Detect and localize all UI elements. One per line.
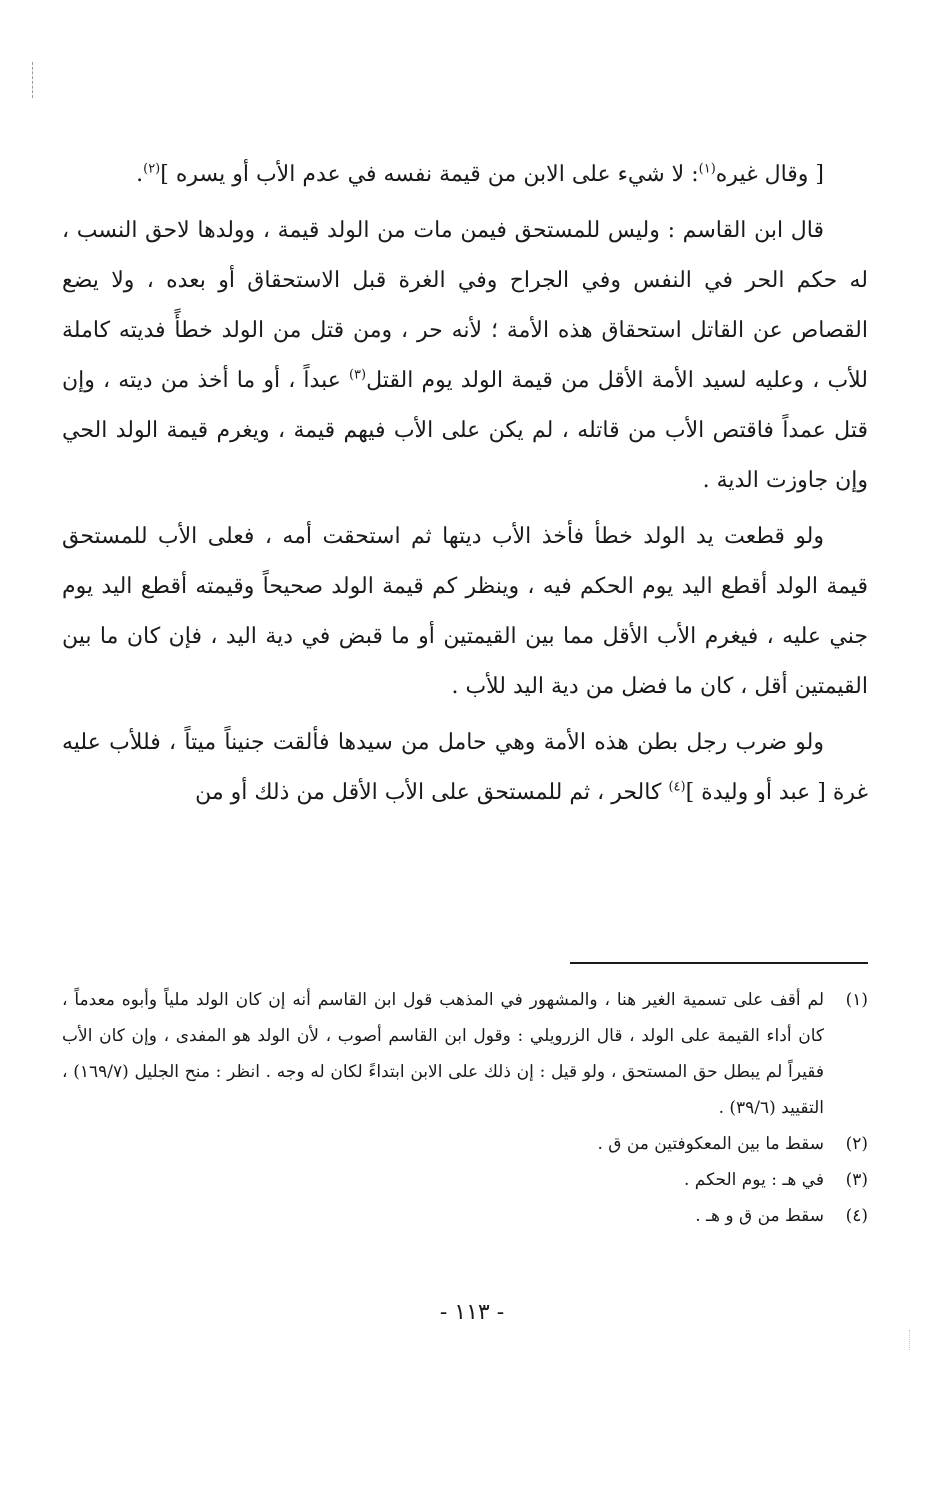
paragraph-2-text-b: عبداً ، أو ما أخذ من ديته ، وإن قتل عمداً فاقتص الأب من قاتله ، لم يكن على الأب فيهم قيمة ، ويغرم قيمة الولد الحي وإن جاوزت الدية . — [62, 368, 869, 493]
footnote-1 — [62, 982, 868, 1126]
paragraph-1-text-b: : لا شيء على الابن من قيمة نفسه في عدم الأب أو يسره ] — [160, 162, 699, 187]
margin-mark — [32, 62, 35, 98]
footnote-ref-4: (٤) — [668, 779, 686, 795]
paragraph-2 — [62, 206, 868, 506]
footnotes — [62, 982, 868, 1234]
scan-speck — [909, 1330, 911, 1350]
page-number: - ١١٣ - — [439, 1300, 505, 1325]
paragraph-1-text-a: [ وقال غيره — [715, 162, 824, 187]
footnote-4 — [62, 1198, 868, 1234]
paragraph-1 — [62, 150, 868, 200]
paragraph-3: ولو قطعت يد الولد خطأ فأخذ الأب ديتها ثم استحقت أمه ، فعلى الأب للمستحق قيمة الولد أقطع اليد يوم الحكم فيه ، وينظر كم قيمة الولد صحيحاً وقيمته أقطع اليد يوم جني عليه ، فيغرم الأب الأقل مما بين القيمتين أو ما قبض في دية اليد ، فإن كان ما بين القيمتين أقل ، كان ما فضل من دية اليد للأب . — [62, 524, 868, 699]
main-text — [62, 150, 868, 818]
footnote-number: (٤) — [845, 1206, 868, 1226]
footnote-text: سقط من ق و هـ . — [695, 1206, 824, 1226]
footnote-text: لم أقف على تسمية الغير هنا ، والمشهور في المذهب قول ابن القاسم أنه إن كان الولد ملياً وأبوه معدماً ، كان أداء القيمة على الولد ، قال الزرويلي : وقول ابن القاسم أصوب ، لأن الولد هو المفدى ، وإن كان الأب فقيراً لم يبطل حق المستحق ، ولو قيل : إن ذلك على الابن ابتداءً لكان له وجه . انظر : منح الجليل (١٦٩/٧) ، التقييد (٣٩/٦) . — [62, 990, 824, 1118]
footnote-number: (٢) — [845, 1134, 868, 1154]
footnote-2 — [62, 1126, 868, 1162]
footnote-number: (٣) — [845, 1170, 868, 1190]
footnote-ref-1: (١) — [698, 161, 716, 177]
paragraph-1-text-c: . — [136, 162, 144, 187]
footnote-ref-2: (٢) — [143, 161, 161, 177]
paragraph-4-text-b: كالحر ، ثم للمستحق على الأب الأقل من ذلك أو من — [195, 780, 662, 805]
footnote-text: في هـ : يوم الحكم . — [683, 1170, 824, 1190]
footnote-number: (١) — [845, 990, 868, 1010]
footnote-separator — [570, 962, 868, 964]
footnote-text: سقط ما بين المعكوفتين من ق . — [597, 1134, 824, 1154]
paragraph-4-text-a: ولو ضرب رجل بطن هذه الأمة وهي حامل من سيدها فألقت جنيناً ميتاً ، فللأب عليه غرة [ عبد أو وليدة ] — [62, 730, 868, 805]
paragraph-4 — [62, 718, 868, 818]
paragraph-2-text-a: قال ابن القاسم : وليس للمستحق فيمن مات من الولد قيمة ، وولدها لاحق النسب ، له حكم الحر في النفس وفي الجراح وفي الغرة قبل الاستحقاق أو بعده ، ولا يضع القصاص عن القاتل استحقاق هذه الأمة ؛ لأنه حر ، ومن قتل من الولد خطأً فديته كاملة للأب ، وعليه لسيد الأمة الأقل من قيمة الولد يوم القتل — [62, 218, 868, 393]
footnote-ref-3: (٣) — [348, 367, 367, 383]
footnote-3 — [62, 1162, 868, 1198]
